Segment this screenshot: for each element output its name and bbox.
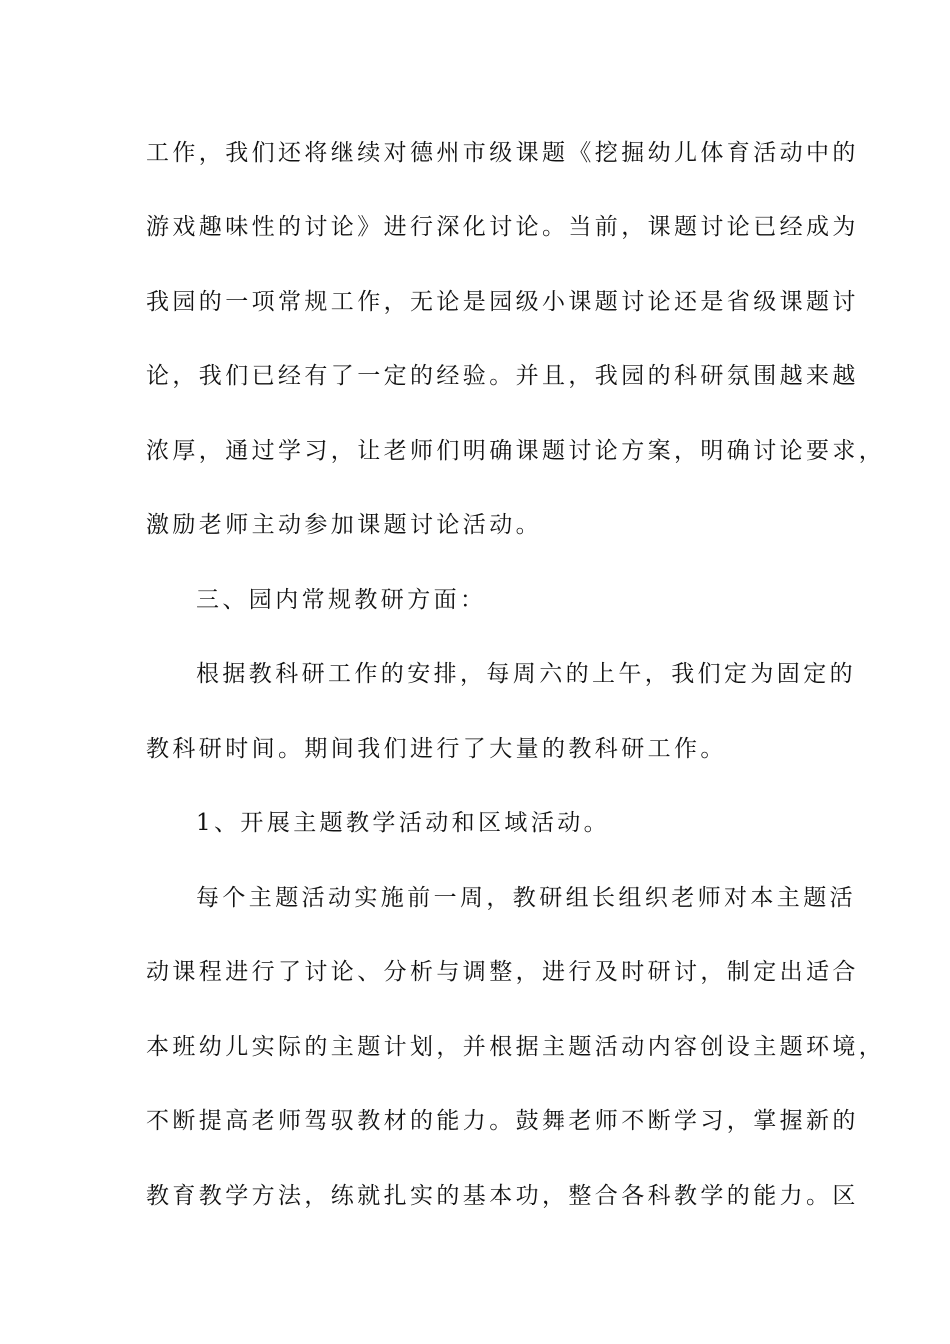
- text-line: 动课程进行了讨论、分析与调整，进行及时研讨，制定出适合: [146, 959, 859, 985]
- text-line: 浓厚，通过学习，让老师们明确课题讨论方案，明确讨论要求，: [146, 438, 886, 464]
- text-line: 论，我们已经有了一定的经验。并且，我园的科研氛围越来越: [146, 363, 859, 389]
- text-line: 不断提高老师驾驭教材的能力。鼓舞老师不断学习，掌握新的: [146, 1108, 859, 1134]
- text-line: 工作，我们还将继续对德州市级课题《挖掘幼儿体育活动中的: [146, 140, 859, 166]
- text-line: 激励老师主动参加课题讨论活动。: [146, 512, 542, 538]
- text-line: 我园的一项常规工作，无论是园级小课题讨论还是省级课题讨: [146, 289, 859, 315]
- text-line: 教育教学方法，练就扎实的基本功，整合各科教学的能力。区: [146, 1183, 859, 1209]
- text-line: 根据教科研工作的安排，每周六的上午，我们定为固定的: [196, 661, 856, 687]
- text-line: 每个主题活动实施前一周，教研组长组织老师对本主题活: [196, 885, 856, 911]
- subsection-heading: 1、开展主题教学活动和区域活动。: [196, 810, 611, 836]
- section-heading: 三、园内常规教研方面：: [196, 587, 487, 613]
- text-line: 本班幼儿实际的主题计划，并根据主题活动内容创设主题环境，: [146, 1034, 886, 1060]
- text-line: 教科研时间。期间我们进行了大量的教科研工作。: [146, 736, 727, 762]
- text-line: 游戏趣味性的讨论》进行深化讨论。当前，课题讨论已经成为: [146, 214, 859, 240]
